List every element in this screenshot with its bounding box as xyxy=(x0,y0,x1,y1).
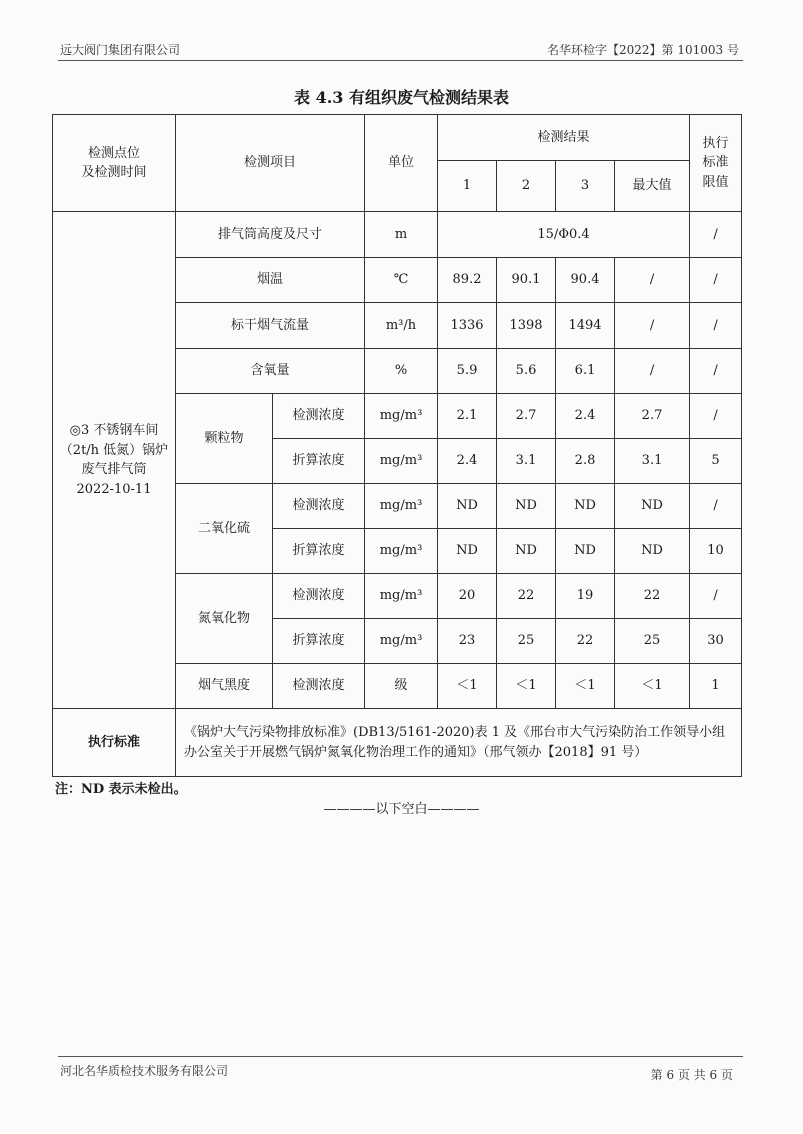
row-max: ND xyxy=(615,484,690,529)
row-limit: / xyxy=(690,303,742,349)
row-v3: 2.4 xyxy=(556,394,615,439)
row-v1: ＜1 xyxy=(438,664,497,709)
header-results: 检测结果 xyxy=(438,115,690,161)
header-r2: 2 xyxy=(497,161,556,212)
row-limit: 30 xyxy=(690,619,742,664)
header-item: 检测项目 xyxy=(176,115,365,212)
header-r1: 1 xyxy=(438,161,497,212)
row-v1: ND xyxy=(438,484,497,529)
row-unit: ℃ xyxy=(365,258,438,303)
row-max: ＜1 xyxy=(615,664,690,709)
page-number: 第 6 页 共 6 页 xyxy=(650,1068,733,1082)
row-limit: / xyxy=(690,258,742,303)
row-v3: ND xyxy=(556,484,615,529)
row-limit: 1 xyxy=(690,664,742,709)
row-v3: 90.4 xyxy=(556,258,615,303)
row-merged-value: 15/Φ0.4 xyxy=(438,212,690,258)
row-unit: % xyxy=(365,349,438,394)
row-unit: mg/m³ xyxy=(365,394,438,439)
row-unit: mg/m³ xyxy=(365,484,438,529)
row-v2: 22 xyxy=(497,574,556,619)
row-unit: m³/h xyxy=(365,303,438,349)
row-item: 标干烟气流量 xyxy=(176,303,365,349)
header-point: 检测点位 及检测时间 xyxy=(53,115,176,212)
row-max: 3.1 xyxy=(615,439,690,484)
sub-item: 折算浓度 xyxy=(273,529,365,574)
row-v2: ND xyxy=(497,529,556,574)
row-max: 2.7 xyxy=(615,394,690,439)
sub-item: 检测浓度 xyxy=(273,394,365,439)
row-limit: 10 xyxy=(690,529,742,574)
header-r3: 3 xyxy=(556,161,615,212)
row-v3: 19 xyxy=(556,574,615,619)
sub-item: 检测浓度 xyxy=(273,574,365,619)
sub-item: 检测浓度 xyxy=(273,664,365,709)
sample-point: ◎3 不锈钢车间 （2t/h 低氮）锅炉 废气排气筒 2022-10-11 xyxy=(53,212,176,709)
row-unit: mg/m³ xyxy=(365,529,438,574)
header-divider xyxy=(58,60,743,61)
sub-item: 折算浓度 xyxy=(273,439,365,484)
row-v3: 2.8 xyxy=(556,439,615,484)
row-v2: ND xyxy=(497,484,556,529)
row-v1: 1336 xyxy=(438,303,497,349)
row-max: 25 xyxy=(615,619,690,664)
row-v3: 6.1 xyxy=(556,349,615,394)
row-unit: 级 xyxy=(365,664,438,709)
results-table xyxy=(52,114,742,777)
row-max: ND xyxy=(615,529,690,574)
note-text: 注：ND 表示未检出。 xyxy=(55,782,187,797)
header-limit: 执行 标准 限值 xyxy=(690,115,742,212)
row-max: / xyxy=(615,258,690,303)
header-report-number: 名华环检字【2022】第 101003 号 xyxy=(547,43,739,57)
row-v1: 2.1 xyxy=(438,394,497,439)
row-v2: 1398 xyxy=(497,303,556,349)
sub-item: 检测浓度 xyxy=(273,484,365,529)
standard-text: 《锅炉大气污染物排放标准》(DB13/5161-2020)表 1 及《邢台市大气污染防治工作领导小组办公室关于开展燃气锅炉氮氧化物治理工作的通知》（邢气领办【2018】91 号） xyxy=(176,709,742,777)
row-v3: ＜1 xyxy=(556,664,615,709)
row-v2: 90.1 xyxy=(497,258,556,303)
row-item: 含氧量 xyxy=(176,349,365,394)
row-v2: ＜1 xyxy=(497,664,556,709)
row-v1: 20 xyxy=(438,574,497,619)
group-name: 氮氧化物 xyxy=(176,574,273,664)
sub-item: 折算浓度 xyxy=(273,619,365,664)
row-v2: 3.1 xyxy=(497,439,556,484)
standard-label: 执行标准 xyxy=(53,709,176,777)
row-v1: 89.2 xyxy=(438,258,497,303)
row-unit: mg/m³ xyxy=(365,619,438,664)
row-unit: mg/m³ xyxy=(365,439,438,484)
row-limit: / xyxy=(690,349,742,394)
row-max: 22 xyxy=(615,574,690,619)
row-unit: mg/m³ xyxy=(365,574,438,619)
group-name: 烟气黑度 xyxy=(176,664,273,709)
row-v1: 2.4 xyxy=(438,439,497,484)
row-v2: 5.6 xyxy=(497,349,556,394)
row-max: / xyxy=(615,303,690,349)
header-max: 最大值 xyxy=(615,161,690,212)
row-limit: / xyxy=(690,574,742,619)
row-v2: 2.7 xyxy=(497,394,556,439)
row-limit: 5 xyxy=(690,439,742,484)
row-max: / xyxy=(615,349,690,394)
row-limit: / xyxy=(690,484,742,529)
footer-divider xyxy=(58,1056,743,1057)
row-item: 排气筒高度及尺寸 xyxy=(176,212,365,258)
table-title: 表 4.3 有组织废气检测结果表 xyxy=(294,88,509,107)
group-name: 颗粒物 xyxy=(176,394,273,484)
row-limit: / xyxy=(690,212,742,258)
row-unit: m xyxy=(365,212,438,258)
footer-company: 河北名华质检技术服务有限公司 xyxy=(60,1064,229,1078)
row-item: 烟温 xyxy=(176,258,365,303)
row-v3: 22 xyxy=(556,619,615,664)
row-v1: 23 xyxy=(438,619,497,664)
row-v3: ND xyxy=(556,529,615,574)
blank-marker: ————以下空白———— xyxy=(323,802,480,817)
row-v1: 5.9 xyxy=(438,349,497,394)
group-name: 二氧化硫 xyxy=(176,484,273,574)
row-v1: ND xyxy=(438,529,497,574)
row-v3: 1494 xyxy=(556,303,615,349)
header-unit: 单位 xyxy=(365,115,438,212)
row-limit: / xyxy=(690,394,742,439)
header-company: 远大阀门集团有限公司 xyxy=(60,43,181,57)
row-v2: 25 xyxy=(497,619,556,664)
